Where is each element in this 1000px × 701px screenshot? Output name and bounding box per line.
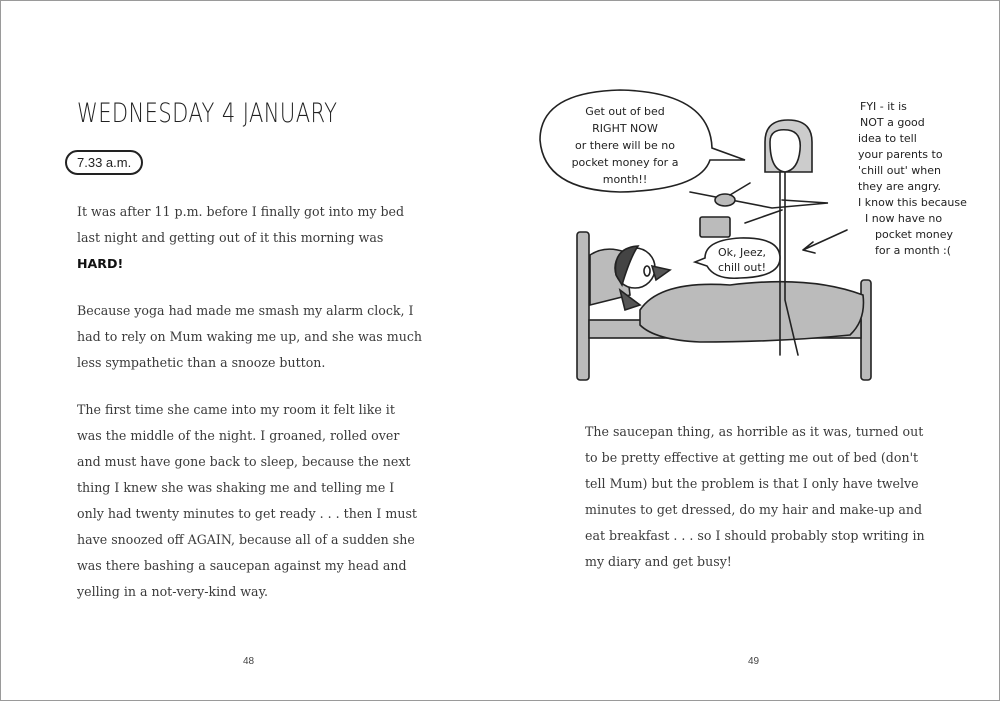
- speech-line: RIGHT NOW: [592, 122, 658, 135]
- note-line: I now have no: [865, 212, 943, 225]
- speech-line: or there will be no: [575, 139, 675, 152]
- paragraph: It was after 11 p.m. before I finally got into my bed last night and getting out of it this morning was HARD!: [77, 204, 405, 271]
- paragraph: Because yoga had made me smash my alarm clock, I had to rely on Mum waking me up, and she was much less sympathetic than a snooze button.: [77, 303, 422, 370]
- illustration: [530, 80, 980, 390]
- right-page: [500, 0, 1000, 701]
- note-line: they are angry.: [858, 180, 941, 193]
- page-number: 48: [243, 656, 255, 667]
- speech-line: Ok, Jeez,: [717, 246, 767, 259]
- note-line: your parents to: [858, 148, 943, 161]
- body-text: [77, 199, 422, 626]
- note-line: I know this because: [858, 196, 967, 209]
- time-badge: 7.33 a.m.: [65, 150, 143, 175]
- body-text: [585, 419, 930, 596]
- arrow-icon: [803, 230, 847, 253]
- spoon-icon: [715, 194, 735, 206]
- speech-line: Get out of bed: [585, 105, 665, 118]
- note-line: pocket money: [875, 228, 954, 241]
- paragraph: The saucepan thing, as horrible as it was, turned out to be pretty effective at getting me out of bed (don't tell Mum) but the problem is that I only have twelve minutes to get dressed, do my hair and make-up and eat breakfast . . . so I should probably stop writing in my diary and get busy!: [585, 424, 925, 569]
- spoon-handle: [730, 183, 750, 195]
- bed-headboard: [577, 232, 589, 380]
- paragraph: The first time she came into my room it felt like it was the middle of the night. I groaned, rolled over and must have gone back to sleep, because the next thing I knew she was shaking me and telling me I only had twenty minutes to get ready . . . then I must have snoozed off AGAIN, because all of a sudden she was there bashing a saucepan against my head and yelling in a not-very-kind way.: [77, 402, 417, 599]
- note-line: NOT a good: [860, 116, 925, 129]
- note-line: for a month :(: [875, 244, 952, 257]
- speech-line: pocket money for a: [571, 156, 679, 169]
- page-number: 49: [748, 656, 760, 667]
- note-line: 'chill out' when: [858, 164, 941, 177]
- note-line: idea to tell: [858, 132, 917, 145]
- speech-line: month!!: [602, 173, 648, 186]
- mum-face: [770, 130, 800, 172]
- speech-line: chill out!: [717, 261, 767, 274]
- page-title: WEDNESDAY 4 JANUARY: [77, 98, 338, 129]
- girl-pigtail: [652, 266, 670, 280]
- saucepan-icon: [700, 217, 730, 237]
- note-line: FYI - it is: [860, 100, 907, 113]
- blanket: [640, 282, 863, 342]
